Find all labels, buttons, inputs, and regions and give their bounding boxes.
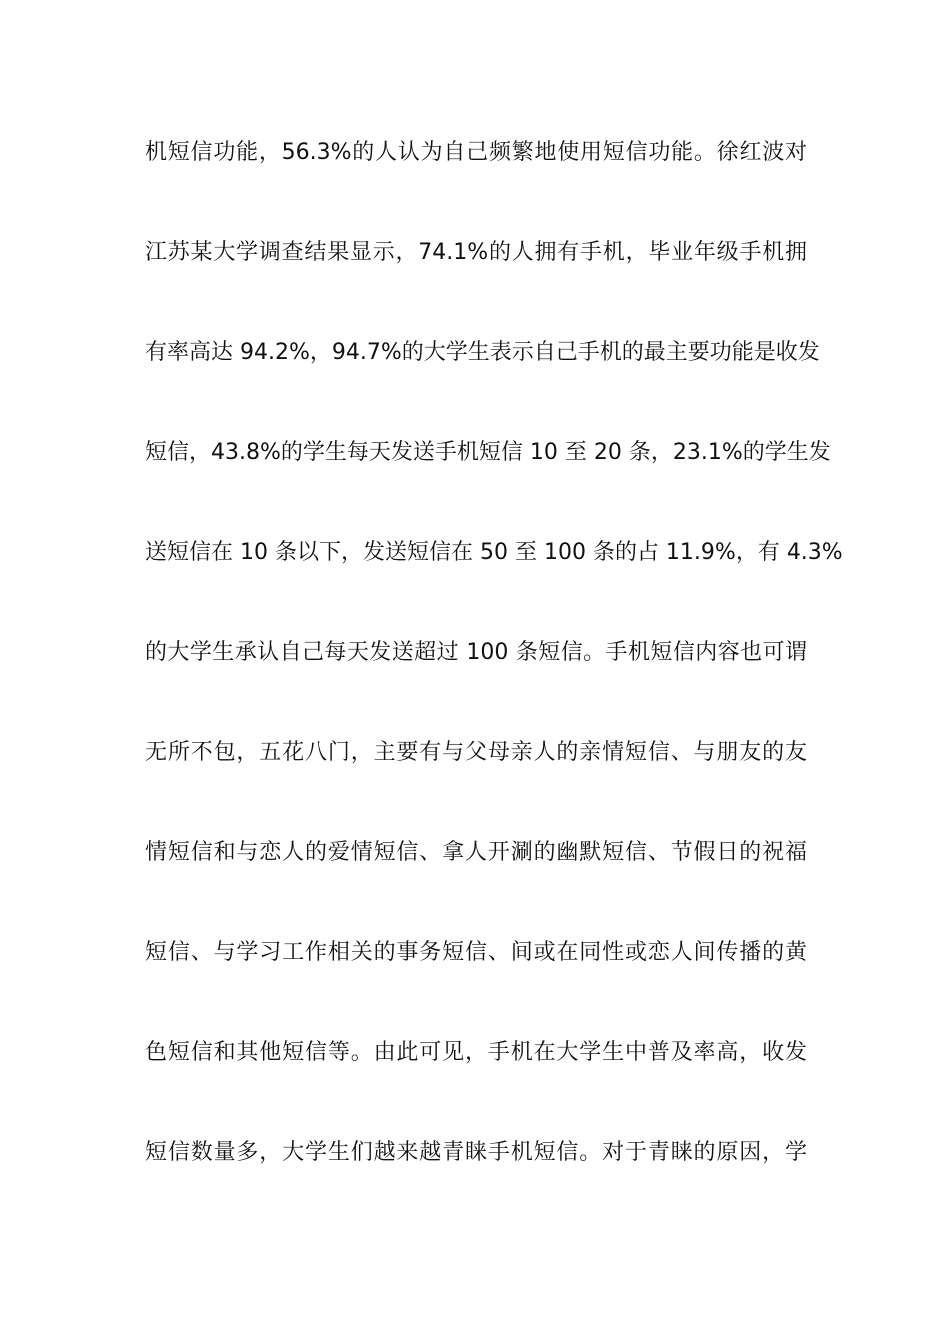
text-line-8: 情短信和与恋人的爱情短信、拿人开涮的幽默短信、节假日的祝福 [145, 840, 807, 865]
text-line-6: 的大学生承认自己每天发送超过 100 条短信。手机短信内容也可谓 [145, 640, 807, 665]
text-line-9: 短信、与学习工作相关的事务短信、间或在同性或恋人间传播的黄 [145, 940, 807, 965]
text-line-4: 短信，43.8%的学生每天发送手机短信 10 至 20 条，23.1%的学生发 [145, 440, 831, 465]
text-line-10: 色短信和其他短信等。由此可见，手机在大学生中普及率高，收发 [145, 1040, 807, 1065]
text-line-11: 短信数量多，大学生们越来越青睐手机短信。对于青睐的原因，学 [145, 1140, 807, 1165]
text-line-1: 机短信功能，56.3%的人认为自己频繁地使用短信功能。徐红波对 [145, 140, 807, 165]
text-line-3: 有率高达 94.2%，94.7%的大学生表示自己手机的最主要功能是收发 [145, 340, 820, 365]
text-line-5: 送短信在 10 条以下，发送短信在 50 至 100 条的占 11.9%，有 4.3% [145, 540, 843, 565]
text-line-2: 江苏某大学调查结果显示，74.1%的人拥有手机，毕业年级手机拥 [145, 240, 807, 265]
text-line-7: 无所不包，五花八门，主要有与父母亲人的亲情短信、与朋友的友 [145, 740, 807, 765]
body-paragraph [145, 128, 843, 1228]
